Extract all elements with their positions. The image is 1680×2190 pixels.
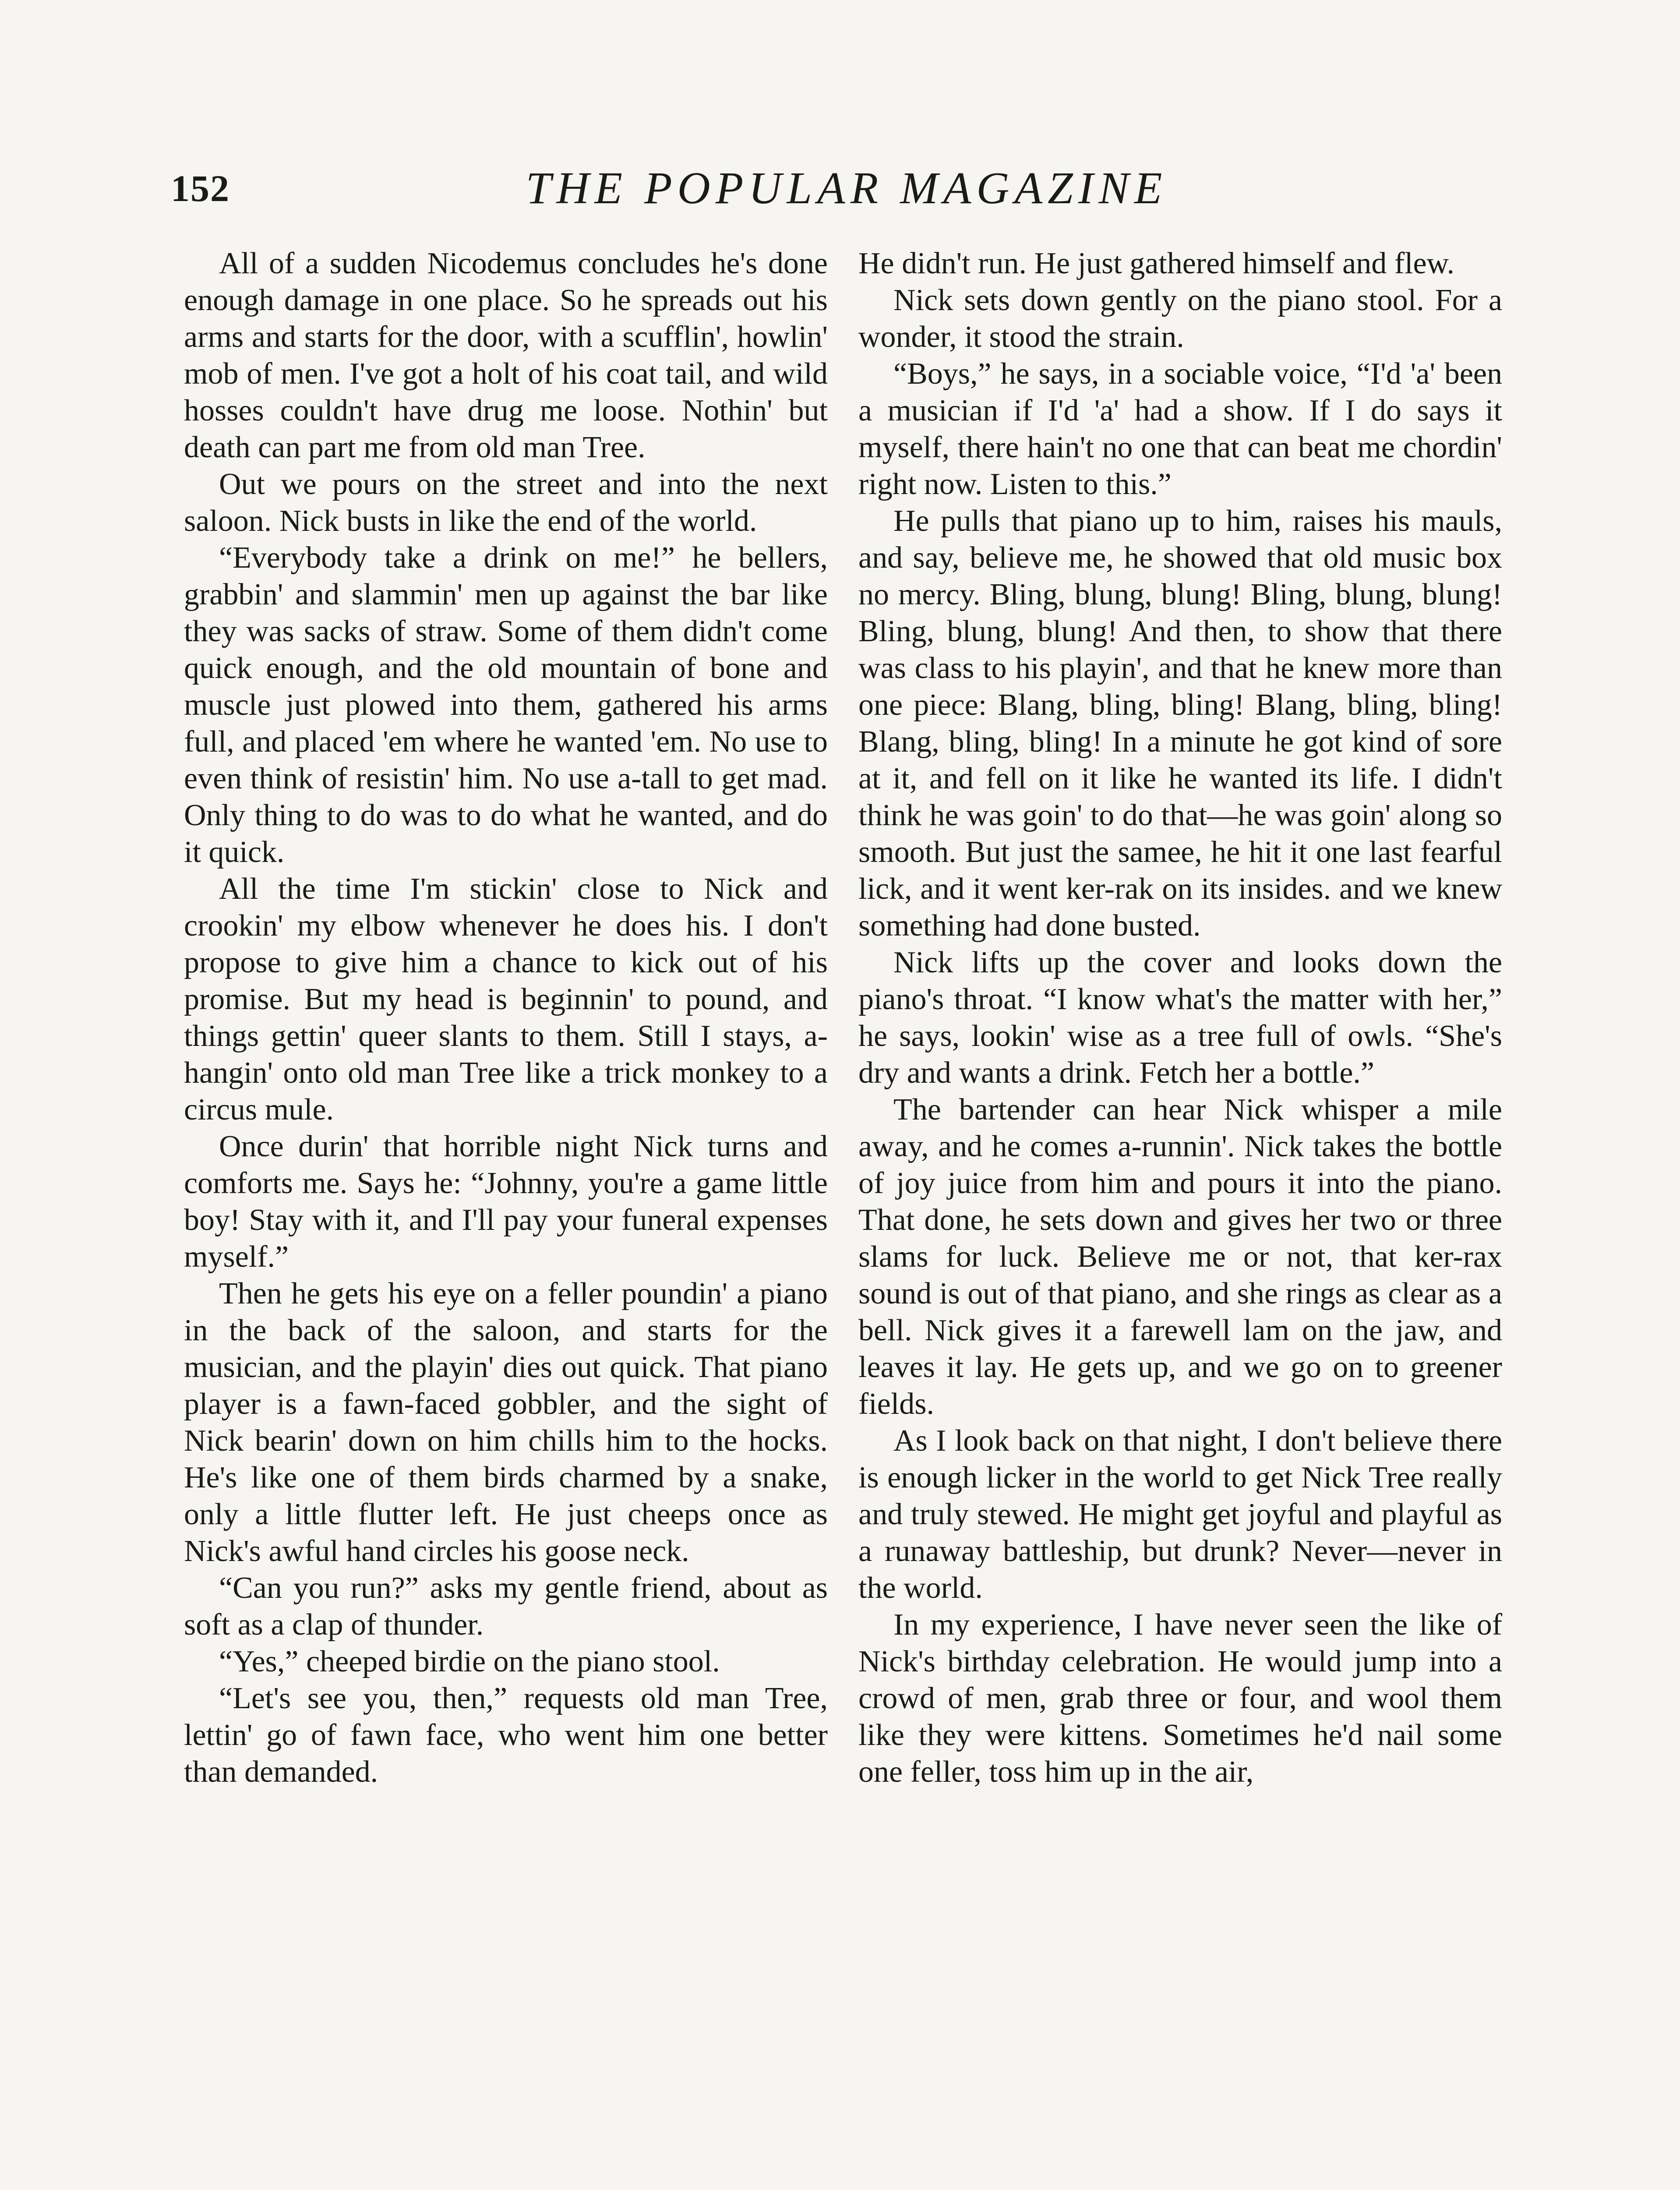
paragraph: Once durin' that horrible night Nick turns and comforts me. Says he: “Johnny, you're a game little boy! Stay with it, and I'll pay your funeral expenses myself.” bbox=[184, 1130, 828, 1274]
paragraph: Then he gets his eye on a feller poundin' a piano in the back of the saloon, and starts for the musician, and the playin' dies out quick. That piano player is a fawn-faced gobbler, and the sight of Nick bearin' down on him chills him to the hocks. He's like one of them birds charmed by a snake, only a little flutter left. He just cheeps once as Nick's awful hand circles his goose neck. bbox=[184, 1277, 828, 1568]
paragraph-continued: He didn't run. He just gathered himself and flew. bbox=[858, 247, 1455, 280]
paragraph: “Yes,” cheeped birdie on the piano stool. bbox=[219, 1645, 720, 1678]
page-header bbox=[171, 158, 1522, 223]
paragraph: All of a sudden Nicodemus concludes he's done enough damage in one place. So he spreads out his arms and starts for the door, with a scufflin', howlin' mob of men. I've got a holt of his coat tail, and wild hosses couldn't have drug me loose. Nothin' but death can part me from old man Tree. bbox=[184, 247, 828, 464]
paragraph: “Boys,” he says, in a sociable voice, “I'd 'a' been a musician if I'd 'a' had a show. If I do says it myself, there hain't no one that can beat me chordin' right now. Listen to this.” bbox=[858, 357, 1502, 501]
paragraph: Nick lifts up the cover and looks down the piano's throat. “I know what's the matter with her,” he says, lookin' wise as a tree full of owls. “She's dry and wants a drink. Fetch her a bottle.” bbox=[858, 946, 1502, 1090]
paragraph: He pulls that piano up to him, raises his mauls, and say, believe me, he showed that old music box no mercy. Bling, blung, blung! Bling, blung, blung! Bling, blung, blung! And then, to show that there was class to his playin', and that he knew more than one piece: Blang, bling, bling! Blang, bling, bling! Blang, bling, bling! In a minute he got kind of sore at it, and fell on it like he wanted its life. I didn't think he was goin' to do that—he was goin' along so smooth. But just the samee, he hit it one last fearful lick, and it went ker-rak on its insides. and we knew something had done busted. bbox=[858, 504, 1502, 943]
paragraph: The bartender can hear Nick whisper a mile away, and he comes a-runnin'. Nick takes the bottle of joy juice from him and pours it into the piano. That done, he sets down and gives her two or three slams for luck. Believe me or not, that ker-rax sound is out of that piano, and she rings as clear as a bell. Nick gives it a farewell lam on the jaw, and leaves it lay. He gets up, and we go on to greener fields. bbox=[858, 1093, 1502, 1421]
paragraph: All the time I'm stickin' close to Nick and crookin' my elbow whenever he does his. I don't propose to give him a chance to kick out of his promise. But my head is beginnin' to pound, and things gettin' queer slants to them. Still I stays, a-hangin' onto old man Tree like a trick monkey to a circus mule. bbox=[184, 872, 828, 1127]
paragraph: “Can you run?” asks my gentle friend, about as soft as a clap of thunder. bbox=[184, 1571, 828, 1642]
right-column bbox=[858, 245, 1502, 2190]
paragraph: Out we pours on the street and into the next saloon. Nick busts in like the end of the world. bbox=[184, 467, 828, 538]
paragraph: Nick sets down gently on the piano stool. For a wonder, it stood the strain. bbox=[858, 283, 1502, 354]
left-column bbox=[184, 245, 828, 2190]
magazine-title: THE POPULAR MAGAZINE bbox=[526, 163, 1168, 213]
paragraph: As I look back on that night, I don't believe there is enough licker in the world to get Nick Tree really and truly stewed. He might get joyful and playful as a runaway battleship, but drunk? Never—never in the world. bbox=[858, 1424, 1502, 1605]
paragraph: “Everybody take a drink on me!” he bellers, grabbin' and slammin' men up against the bar like they was sacks of straw. Some of them didn't come quick enough, and the old mountain of bone and muscle just plowed into them, gathered his arms full, and placed 'em where he wanted 'em. No use to even think of resistin' him. No use a-tall to get mad. Only thing to do was to do what he wanted, and do it quick. bbox=[184, 541, 828, 869]
paragraph: “Let's see you, then,” requests old man Tree, lettin' go of fawn face, who went him one better than demanded. bbox=[184, 1681, 828, 1789]
page-number: 152 bbox=[171, 167, 230, 209]
paragraph: In my experience, I have never seen the like of Nick's birthday celebration. He would jump into a crowd of men, grab three or four, and wool them like they were kittens. Sometimes he'd nail some one feller, toss him up in the air, bbox=[858, 1608, 1502, 1789]
